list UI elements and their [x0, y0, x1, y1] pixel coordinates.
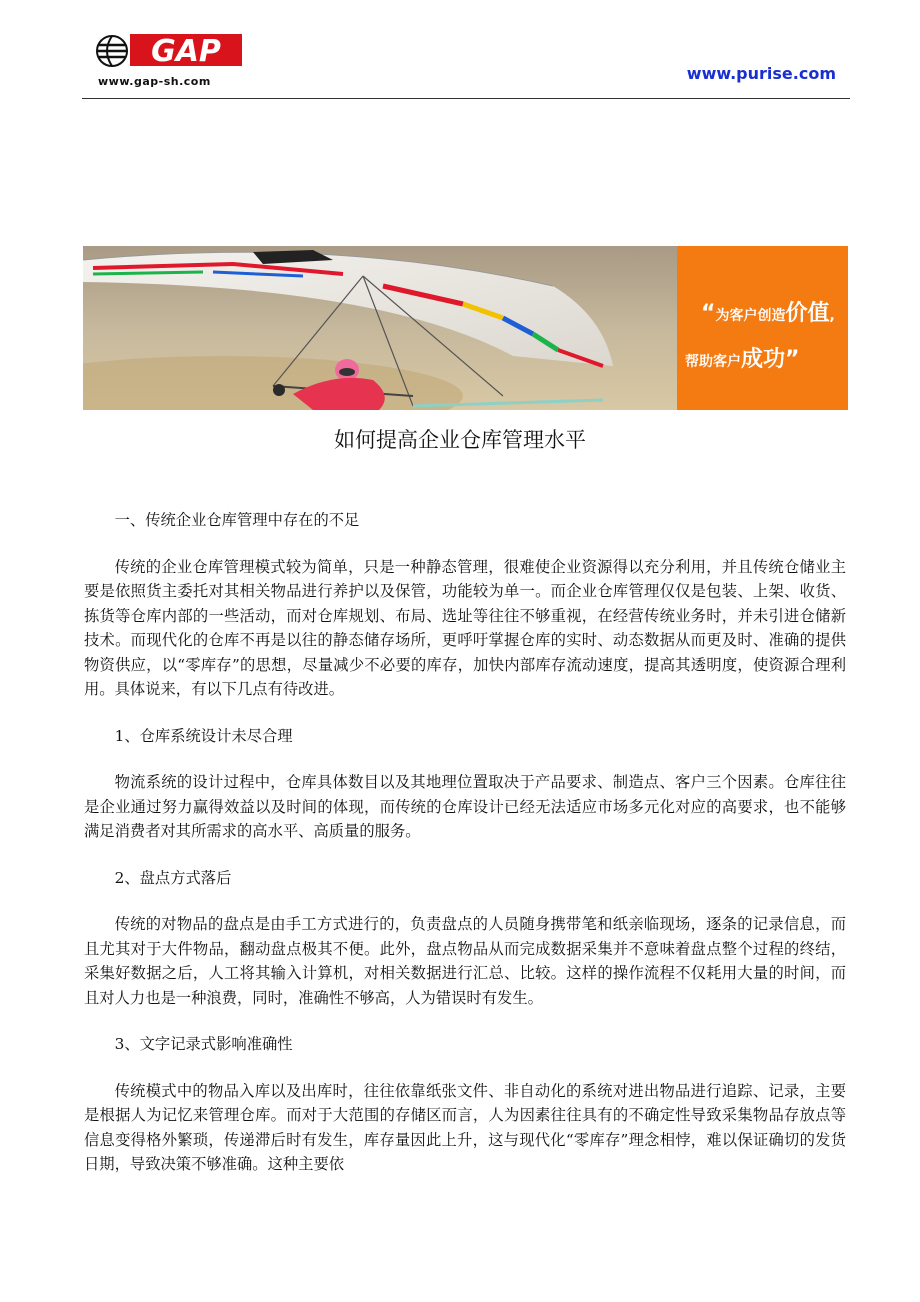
open-quote-glyph: “	[701, 301, 716, 326]
slogan-line-1-small: 为客户创造	[715, 308, 786, 324]
gap-logo-mark	[82, 26, 252, 76]
section-heading: 1、仓库系统设计未尽合理	[114, 726, 293, 745]
logo-wordmark: GAP	[151, 34, 221, 69]
comma-glyph: ,	[829, 308, 835, 324]
document-title: 如何提高企业仓库管理水平	[334, 428, 586, 452]
body-paragraph: 传统的企业仓库管理模式较为简单，只是一种静态管理，很难使企业资源得以充分利用，并且传统仓储业主要是依照货主委托对其相关物品进行养护以及保管，功能较为单一。而企业仓库管理仅仅是包装、上架、收货、拣货等仓库内部的一些活动，而对仓库规划、布局、选址等往往不够重视，在经营传统业务时，并未引进仓储新技术。而现代化的仓库不再是以往的静态储存场所，更呼吁掌握仓库的实时、动态数据从而更及时、准确的提供物资供应，以“零库存”的思想，尽量减少不必要的库存，加快内部库存流动速度，提高其透明度，使资源合理利用。具体说来，有以下几点有待改进。	[84, 557, 846, 698]
close-quote-glyph: ”	[785, 347, 800, 372]
slogan-line-2-small: 帮助客户	[685, 354, 741, 370]
body-paragraph: 传统的对物品的盘点是由手工方式进行的，负责盘点的人员随身携带笔和纸亲临现场，逐条的记录信息，而且尤其对于大件物品，翻动盘点极其不便。此外，盘点物品从而完成数据采集并不意味着盘点整个过程的终结，采集好数据之后，人工将其输入计算机，对相关数据进行汇总、比较。这样的操作流程不仅耗用大量的时间，而且对人力也是一种浪费，同时，准确性不够高，人为错误时有发生。	[84, 915, 846, 1007]
slogan-panel	[677, 246, 848, 410]
section-heading: 2、盘点方式落后	[114, 868, 232, 887]
body-paragraph: 传统模式中的物品入库以及出库时，往往依靠纸张文件、非自动化的系统对进出物品进行追踪、记录，主要是根据人为记忆来管理仓库。而对于大范围的存储区而言，人为因素往往具有的不确定性导致采集物品存放点等信息变得格外繁琐，传递滞后时有发生，库存量因此上升，这与现代化“零库存”理念相悖，难以保证确切的发货日期，导致决策不够准确。这种主要依	[84, 1081, 846, 1173]
hero-banner	[83, 246, 848, 410]
page-header	[82, 26, 850, 99]
section-heading: 3、文字记录式影响准确性	[114, 1035, 293, 1053]
gap-logo	[82, 26, 252, 92]
slogan-line-2-big: 成功	[741, 347, 786, 372]
slogan-line-2	[685, 342, 799, 373]
hang-glider-photo	[83, 246, 677, 410]
logo-url: www.gap-sh.com	[98, 75, 211, 88]
site-url-link[interactable]: www.purise.com	[686, 64, 836, 83]
body-paragraph: 物流系统的设计过程中，仓库具体数目以及其地理位置取决于产品要求、制造点、客户三个因素。仓库往往是企业通过努力赢得效益以及时间的体现，而传统的仓库设计已经无法适应市场多元化对应的高要求，也不能够满足消费者对其所需求的高水平、高质量的服务。	[84, 773, 846, 840]
slogan-line-1	[701, 296, 835, 327]
slogan-line-1-big: 价值	[785, 301, 830, 326]
document-body	[84, 508, 846, 1177]
section-heading: 一、传统企业仓库管理中存在的不足	[114, 511, 360, 529]
